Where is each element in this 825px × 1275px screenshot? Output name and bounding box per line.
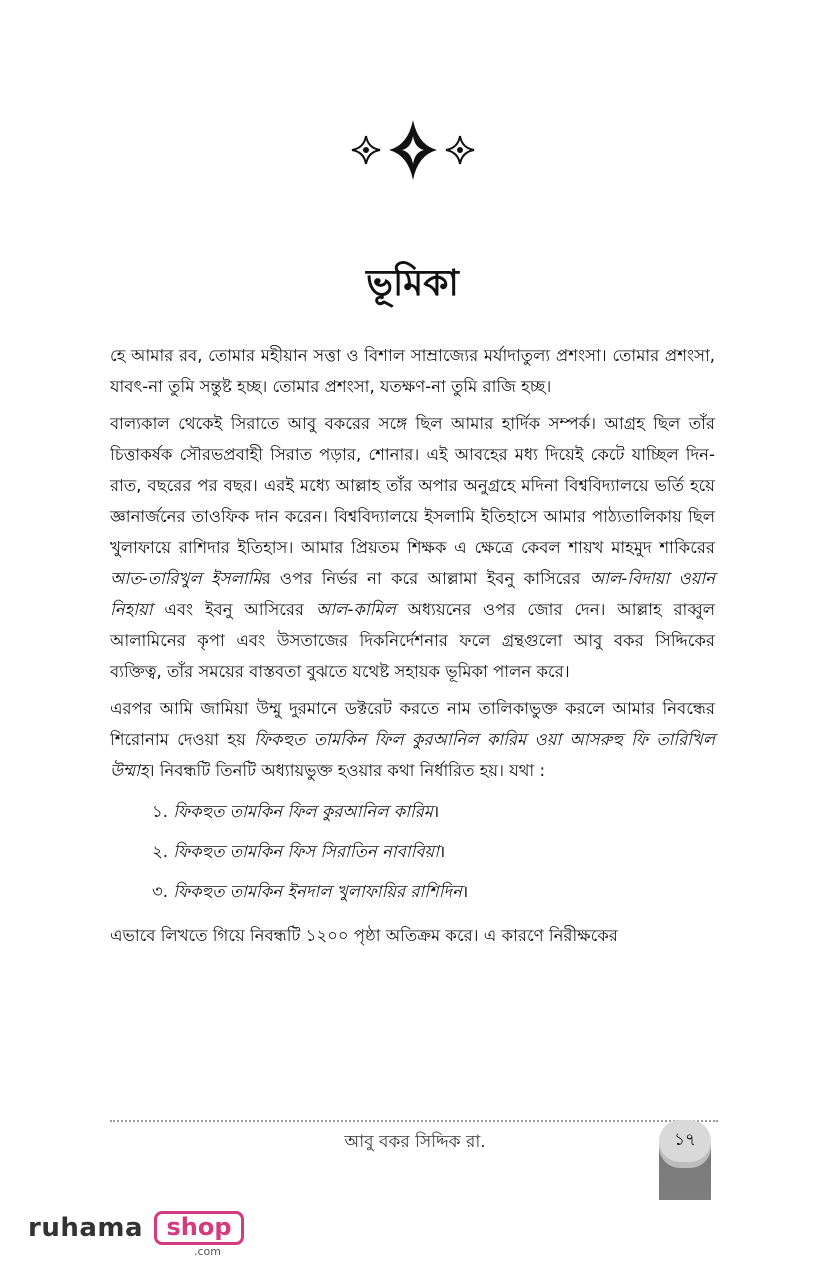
paragraph-2: বাল্যকাল থেকেই সিরাতে আবু বকরের সঙ্গে ছিল আমার হার্দিক সম্পর্ক। আগ্রহ ছিল তাঁর চিত্তাকর্ষক সৌরভপ্রবাহী সিরাত পড়ার, শোনার। এই আবহের মধ্য দিয়েই কেটে যাচ্ছিল দিন-রাত, বছরের পর বছর। এরই মধ্যে আল্লাহ তাঁর অপার অনুগ্রহে মদিনা বিশ্ববিদ্যালয়ে ভর্তি হয়ে জ্ঞানার্জনের তাওফিক দান করেন। বিশ্ববিদ্যালয়ে ইসলামি ইতিহাসে আমার পাঠ্যতালিকায় ছিল খুলাফায়ে রাশিদার ইতিহাস। আমার প্রিয়তম শিক্ষক এ ক্ষেত্রে কেবল শায়খ মাহমুদ শাকিরের আত-তারিখুল ইসলামির ওপর নির্ভর না করে আল্লামা ইবনু কাসিরের আল-বিদায়া ওয়ান নিহায়া এবং ইবনু আসিরের আল-কামিল অধ্যয়নের ওপর জোর দেন। আল্লাহ রাব্বুল আলামিনের কৃপা এবং উসতাজের দিকনির্দেশনার ফলে গ্রন্থগুলো আবু বকর সিদ্দিকের ব্যক্তিত্ব, তাঁর সময়ের বাস্তবতা বুঝতে যথেষ্ট সহায়ক ভূমিকা পালন করে।: [110, 414, 715, 681]
chapter-list: [110, 792, 715, 912]
logo-brand: ruhama: [28, 1213, 144, 1243]
paragraph-4: এভাবে লিখতে গিয়ে নিবন্ধটি ১২০০ পৃষ্ঠা অতিক্রম করে। এ কারণে নিরীক্ষকের: [110, 926, 618, 945]
paragraph-3: এরপর আমি জামিয়া উম্মু দুরমানে ডক্টরেট করতে নাম তালিকাভুক্ত করলে আমার নিবন্ধের শিরোনাম দেওয়া হয় ফিকহুত তামকিন ফিল কুরআনিল কারিম ওয়া আসরুহু ফি তারিখিল উম্মাহ। নিবন্ধটি তিনটি অধ্যায়ভুক্ত হওয়ার কথা নির্ধারিত হয়। যথা :: [110, 699, 716, 780]
ornament-icon: [348, 118, 478, 182]
logo-domain: .com: [194, 1245, 221, 1258]
page-number: ১৭: [659, 1120, 711, 1162]
footer-divider: [110, 1120, 718, 1122]
logo-shop: shop: [154, 1211, 244, 1245]
body-text: [110, 340, 715, 957]
running-title: আবু বকর সিদ্দিক রা.: [344, 1132, 486, 1152]
list-item: ৩. ফিকহুত তামকিন ইনদাল খুলাফায়ির রাশিদিন।: [152, 882, 469, 901]
list-item: ২. ফিকহুত তামকিন ফিস সিরাতিন নাবাবিয়া।: [152, 842, 446, 861]
list-item: ১. ফিকহুত তামকিন ফিল কুরআনিল কারিম।: [152, 802, 440, 821]
page-title: ভূমিকা: [366, 263, 459, 304]
paragraph-1: হে আমার রব, তোমার মহীয়ান সত্তা ও বিশাল সাম্রাজ্যের মর্যাদাতুল্য প্রশংসা। তোমার প্রশংসা, যাবৎ-না তুমি সন্তুষ্ট হচ্ছ। তোমার প্রশংসা, যতক্ষণ-না তুমি রাজি হচ্ছ।: [110, 346, 715, 396]
